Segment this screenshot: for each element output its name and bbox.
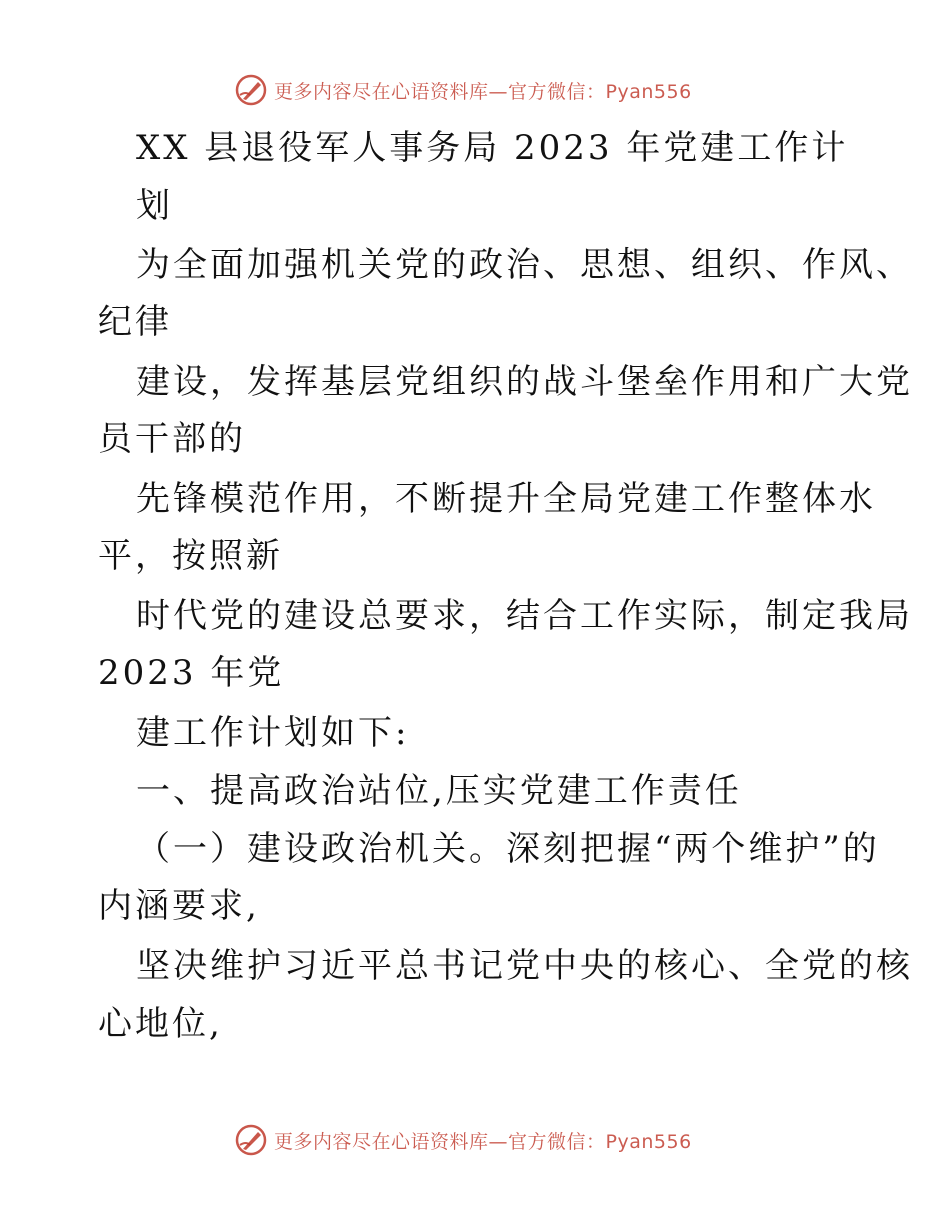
body-text-line: 为全面加强机关党的政治、思想、组织、作风、 xyxy=(136,245,913,285)
document-title-line-1: XX 县退役军人事务局 2023 年党建工作计 xyxy=(136,128,849,168)
quill-logo-icon xyxy=(234,73,268,107)
body-text-line: 心地位, xyxy=(98,1004,223,1044)
body-text-line: 建工作计划如下: xyxy=(136,713,410,753)
footer-watermark xyxy=(234,1122,692,1158)
body-text-line: 纪律 xyxy=(98,302,172,342)
body-text-line: 时代党的建设总要求，结合工作实际，制定我局 xyxy=(136,596,913,636)
body-text-line: 坚决维护习近平总书记党中央的核心、全党的核 xyxy=(136,946,913,986)
body-text-line: 建设，发挥基层党组织的战斗堡垒作用和广大党 xyxy=(136,362,913,402)
body-text-line: 员干部的 xyxy=(98,419,246,459)
body-text-line: 先锋模范作用，不断提升全局党建工作整体水 xyxy=(136,479,876,519)
body-text-line: 平，按照新 xyxy=(98,536,283,576)
header-watermark xyxy=(234,72,692,108)
body-text-line: 2023 年党 xyxy=(98,653,285,693)
watermark-text: 更多内容尽在心语资料库—官方微信：Pyan556 xyxy=(274,80,692,103)
section-heading: 一、提高政治站位,压实党建工作责任 xyxy=(136,771,742,811)
document-title-line-2: 划 xyxy=(136,186,173,226)
body-text-line: 内涵要求, xyxy=(98,886,260,926)
quill-logo-icon xyxy=(234,1123,268,1157)
watermark-text: 更多内容尽在心语资料库—官方微信：Pyan556 xyxy=(274,1130,692,1153)
subsection-text-line: （一）建设政治机关。深刻把握“两个维护”的 xyxy=(136,829,880,869)
